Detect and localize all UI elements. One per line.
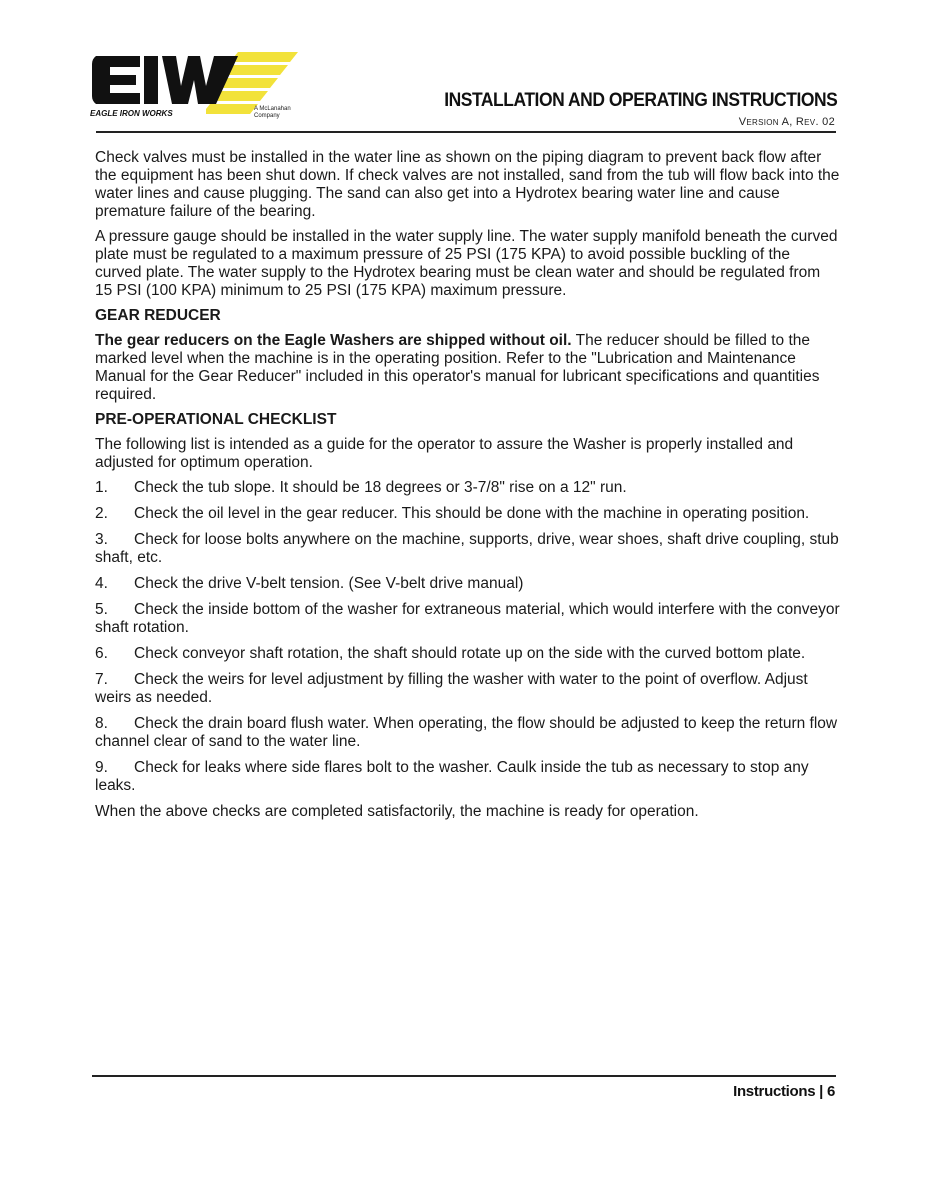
item-text: Check the tub slope. It should be 18 degrees or 3-7/8" rise on a 12" run. [134,479,627,496]
item-text: Check the drain board flush water. When operating, the flow should be adjusted to keep the return flow channel clear of sand to the water line. [95,715,838,750]
checklist-item [95,479,840,497]
logo-tagline-2: Company [254,113,280,119]
checklist-intro: The following list is intended as a guide for the operator to assure the Washer is properly installed and adjusted for optimum operation. [95,436,794,471]
item-number: 6. [95,645,108,662]
document-title: INSTALLATION AND OPERATING INSTRUCTIONS [443,90,837,111]
item-text: Check conveyor shaft rotation, the shaft should rotate up on the side with the curved bottom plate. [134,645,806,662]
item-number: 9. [95,759,108,776]
item-number: 1. [95,479,108,496]
gear-instructions: The reducer should be filled to the marked level when the machine is in the operating position. Refer to the "Lubrication and Maintenance Manual for the Gear Reducer" included in this operator's manual for lubricant specifications and quantities required. [95,332,820,403]
document-version: Version A, Rev. 02 [738,116,835,128]
logo-tagline-1: A McLanahan [254,106,291,112]
item-text: Check the weirs for level adjustment by filling the washer with water to the point of overflow. Adjust weirs as needed. [95,671,808,706]
item-number: 3. [95,531,108,548]
checklist-item [95,505,840,523]
item-text: Check the inside bottom of the washer for extraneous material, which would interfere with the conveyor shaft rotation. [95,601,840,636]
item-number: 5. [95,601,108,618]
gear-warning: The gear reducers on the Eagle Washers are shipped without oil. [95,332,572,349]
logo-company-name: EAGLE IRON WORKS [90,109,173,118]
paragraph-pressure-gauge: A pressure gauge should be installed in the water supply line. The water supply manifold beneath the curved plate must be regulated to a maximum pressure of 25 PSI (175 KPA) to avoid possible buckling of the curved plate. The water supply to the Hydrotex bearing must be clean water and should be regulated from 15 PSI (100 KPA) minimum to 25 PSI (175 KPA) maximum pressure. [95,228,838,299]
checklist [95,479,840,795]
checklist-item [95,759,840,795]
eiw-logo [88,50,318,122]
item-text: Check the drive V-belt tension. (See V-belt drive manual) [134,575,524,592]
closing-paragraph: When the above checks are completed satisfactorily, the machine is ready for operation. [95,803,699,820]
page-footer: Instructions | 6 [733,1083,835,1100]
item-number: 4. [95,575,108,592]
document-body [95,149,840,828]
item-text: Check for leaks where side flares bolt to the washer. Caulk inside the tub as necessary to stop any leaks. [95,759,809,794]
paragraph-gear-reducer [95,332,840,404]
checklist-item [95,531,840,567]
checklist-item [95,575,840,593]
paragraph-check-valves: Check valves must be installed in the water line as shown on the piping diagram to prevent back flow after the equipment has been shut down. If check valves are not installed, sand from the tub will flow back into the water lines and cause plugging. The sand can also get into a Hydrotex bearing water line and cause premature failure of the bearing. [95,149,840,220]
checklist-item [95,601,840,637]
checklist-item [95,715,840,751]
checklist-item [95,671,840,707]
heading-gear-reducer: GEAR REDUCER [95,307,221,324]
item-number: 7. [95,671,108,688]
item-text: Check the oil level in the gear reducer. This should be done with the machine in operating position. [134,505,810,522]
item-number: 2. [95,505,108,522]
header-divider [96,131,836,133]
item-number: 8. [95,715,108,732]
item-text: Check for loose bolts anywhere on the machine, supports, drive, wear shoes, shaft drive coupling, stub shaft, etc. [95,531,839,566]
checklist-item [95,645,840,663]
logo-letter-i [144,56,158,104]
footer-divider [92,1075,836,1077]
logo-letter-e [92,56,140,104]
heading-checklist: PRE-OPERATIONAL CHECKLIST [95,411,337,428]
